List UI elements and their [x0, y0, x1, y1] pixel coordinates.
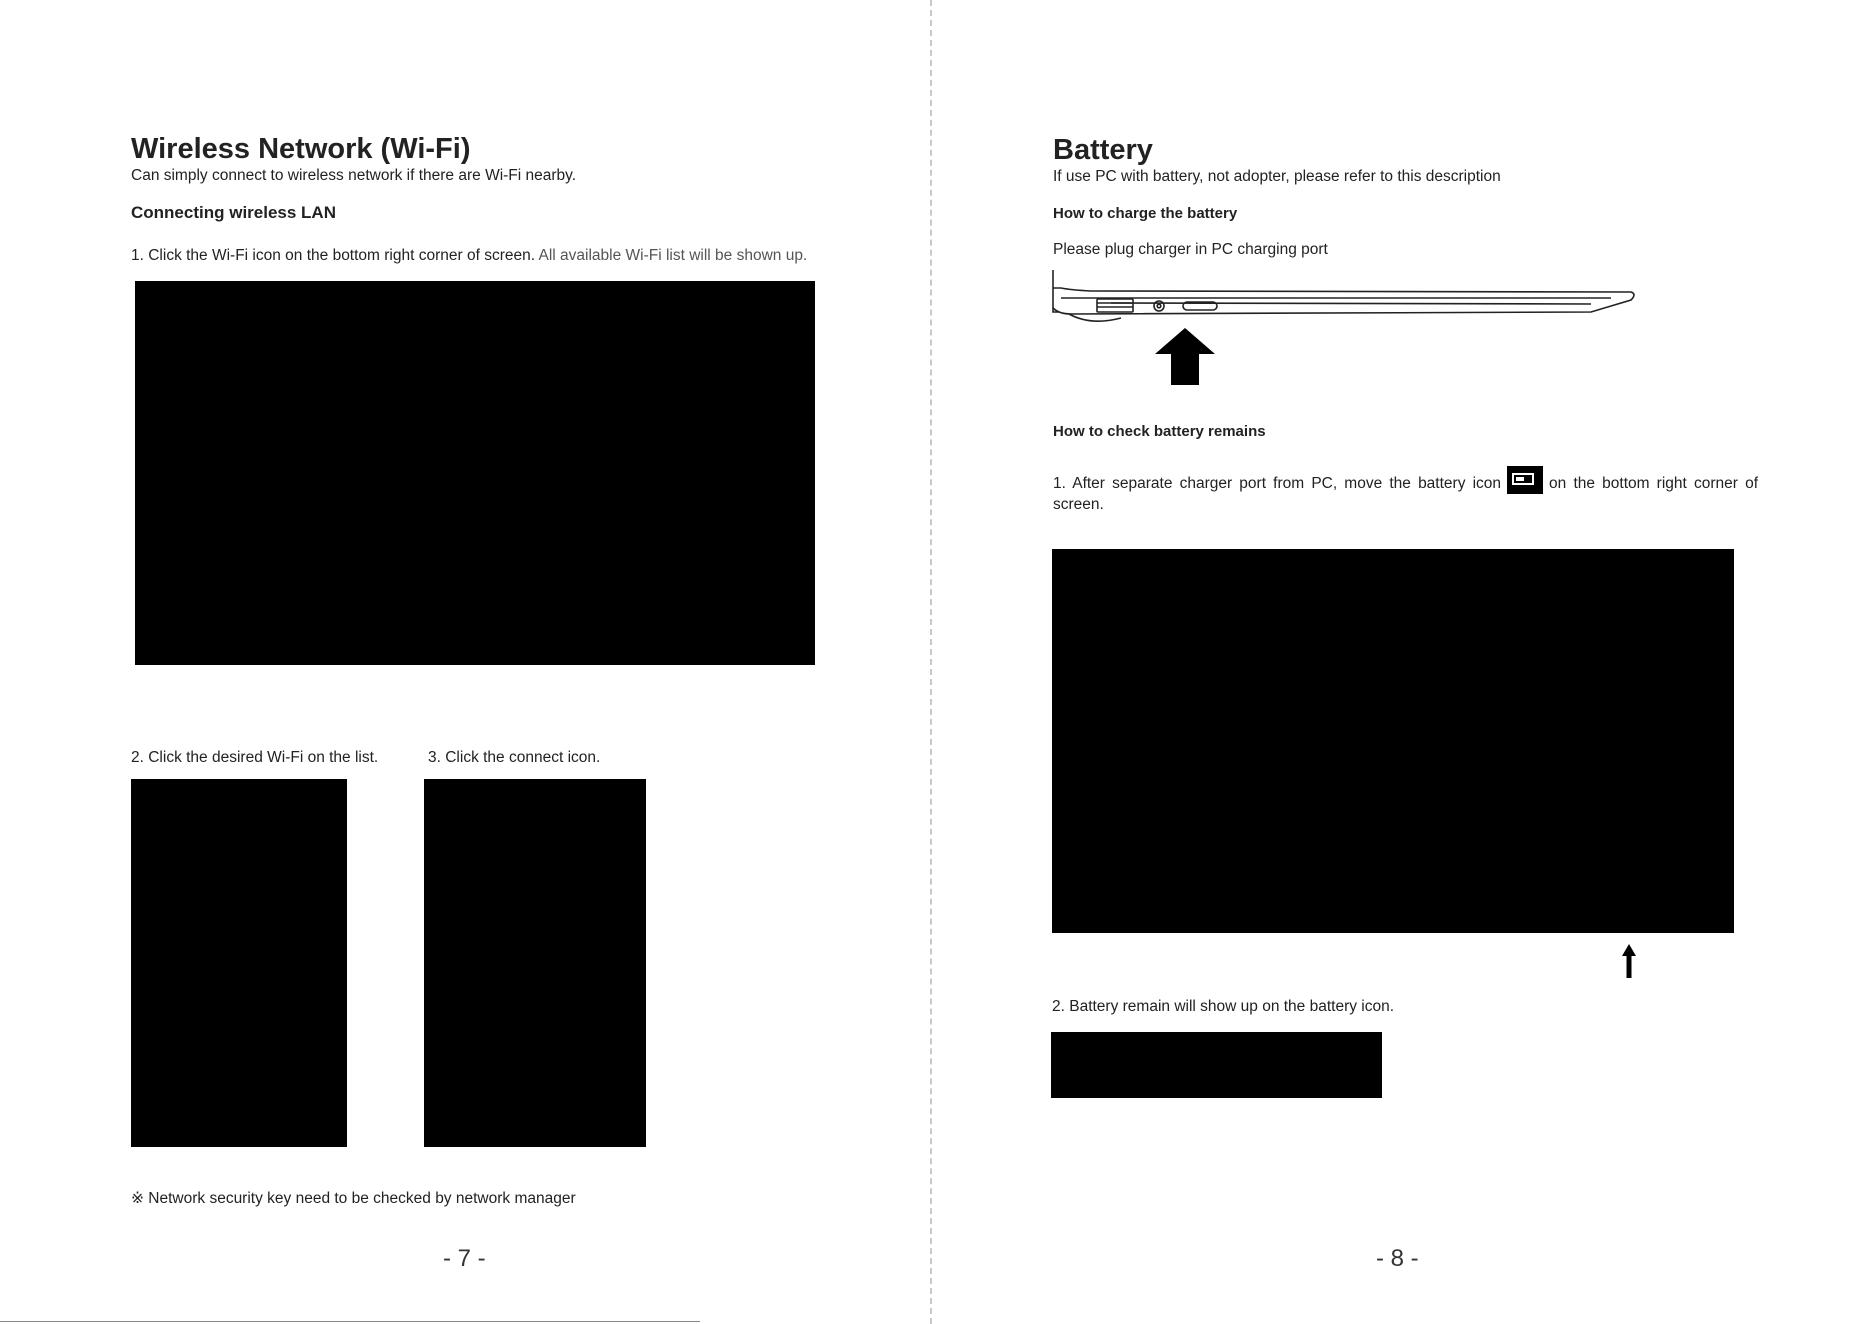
- wifi-connect-screenshot: [424, 779, 646, 1147]
- battery-title: Battery: [1053, 134, 1153, 166]
- arrow-up-icon: [1622, 944, 1636, 978]
- battery-step1: [1053, 466, 1758, 515]
- connecting-heading: Connecting wireless LAN: [131, 203, 336, 222]
- wifi-intro: Can simply connect to wireless network if there are Wi-Fi nearby.: [131, 167, 577, 184]
- check-heading: How to check battery remains: [1053, 423, 1266, 440]
- battery-step1-b: on the bottom right corner of screen.: [1053, 475, 1759, 513]
- arrow-up-icon: [1155, 328, 1215, 385]
- security-note: ※ Network security key need to be checked by network manager: [131, 1190, 576, 1207]
- battery-icon: [1507, 466, 1543, 494]
- page-number: - 7 -: [443, 1245, 486, 1272]
- battery-intro: If use PC with battery, not adopter, please refer to this description: [1053, 168, 1501, 185]
- charge-text: Please plug charger in PC charging port: [1053, 241, 1328, 258]
- wifi-step1-main: 1. Click the Wi-Fi icon on the bottom right corner of screen.: [131, 247, 536, 264]
- battery-remain-screenshot: [1051, 1032, 1382, 1098]
- wifi-title: Wireless Network (Wi-Fi): [131, 133, 471, 165]
- page-divider: [930, 0, 932, 1324]
- charge-heading: How to charge the battery: [1053, 205, 1238, 222]
- page-number: - 8 -: [1376, 1245, 1419, 1272]
- wifi-step1: [131, 247, 807, 265]
- wifi-step1-tail: All available Wi-Fi list will be shown up.: [535, 247, 808, 264]
- battery-taskbar-screenshot: [1052, 549, 1734, 933]
- wifi-list-screenshot: [135, 281, 815, 665]
- wifi-select-screenshot: [131, 779, 347, 1147]
- battery-step1-a: 1. After separate charger port from PC, move the battery icon: [1053, 475, 1502, 492]
- wifi-step2: 2. Click the desired Wi-Fi on the list.: [131, 749, 379, 766]
- page-7: [0, 0, 930, 1324]
- laptop-side-icon: [1051, 268, 1636, 330]
- page-8: [933, 0, 1866, 1324]
- wifi-step3: 3. Click the connect icon.: [428, 749, 601, 766]
- battery-step2: 2. Battery remain will show up on the battery icon.: [1052, 998, 1395, 1015]
